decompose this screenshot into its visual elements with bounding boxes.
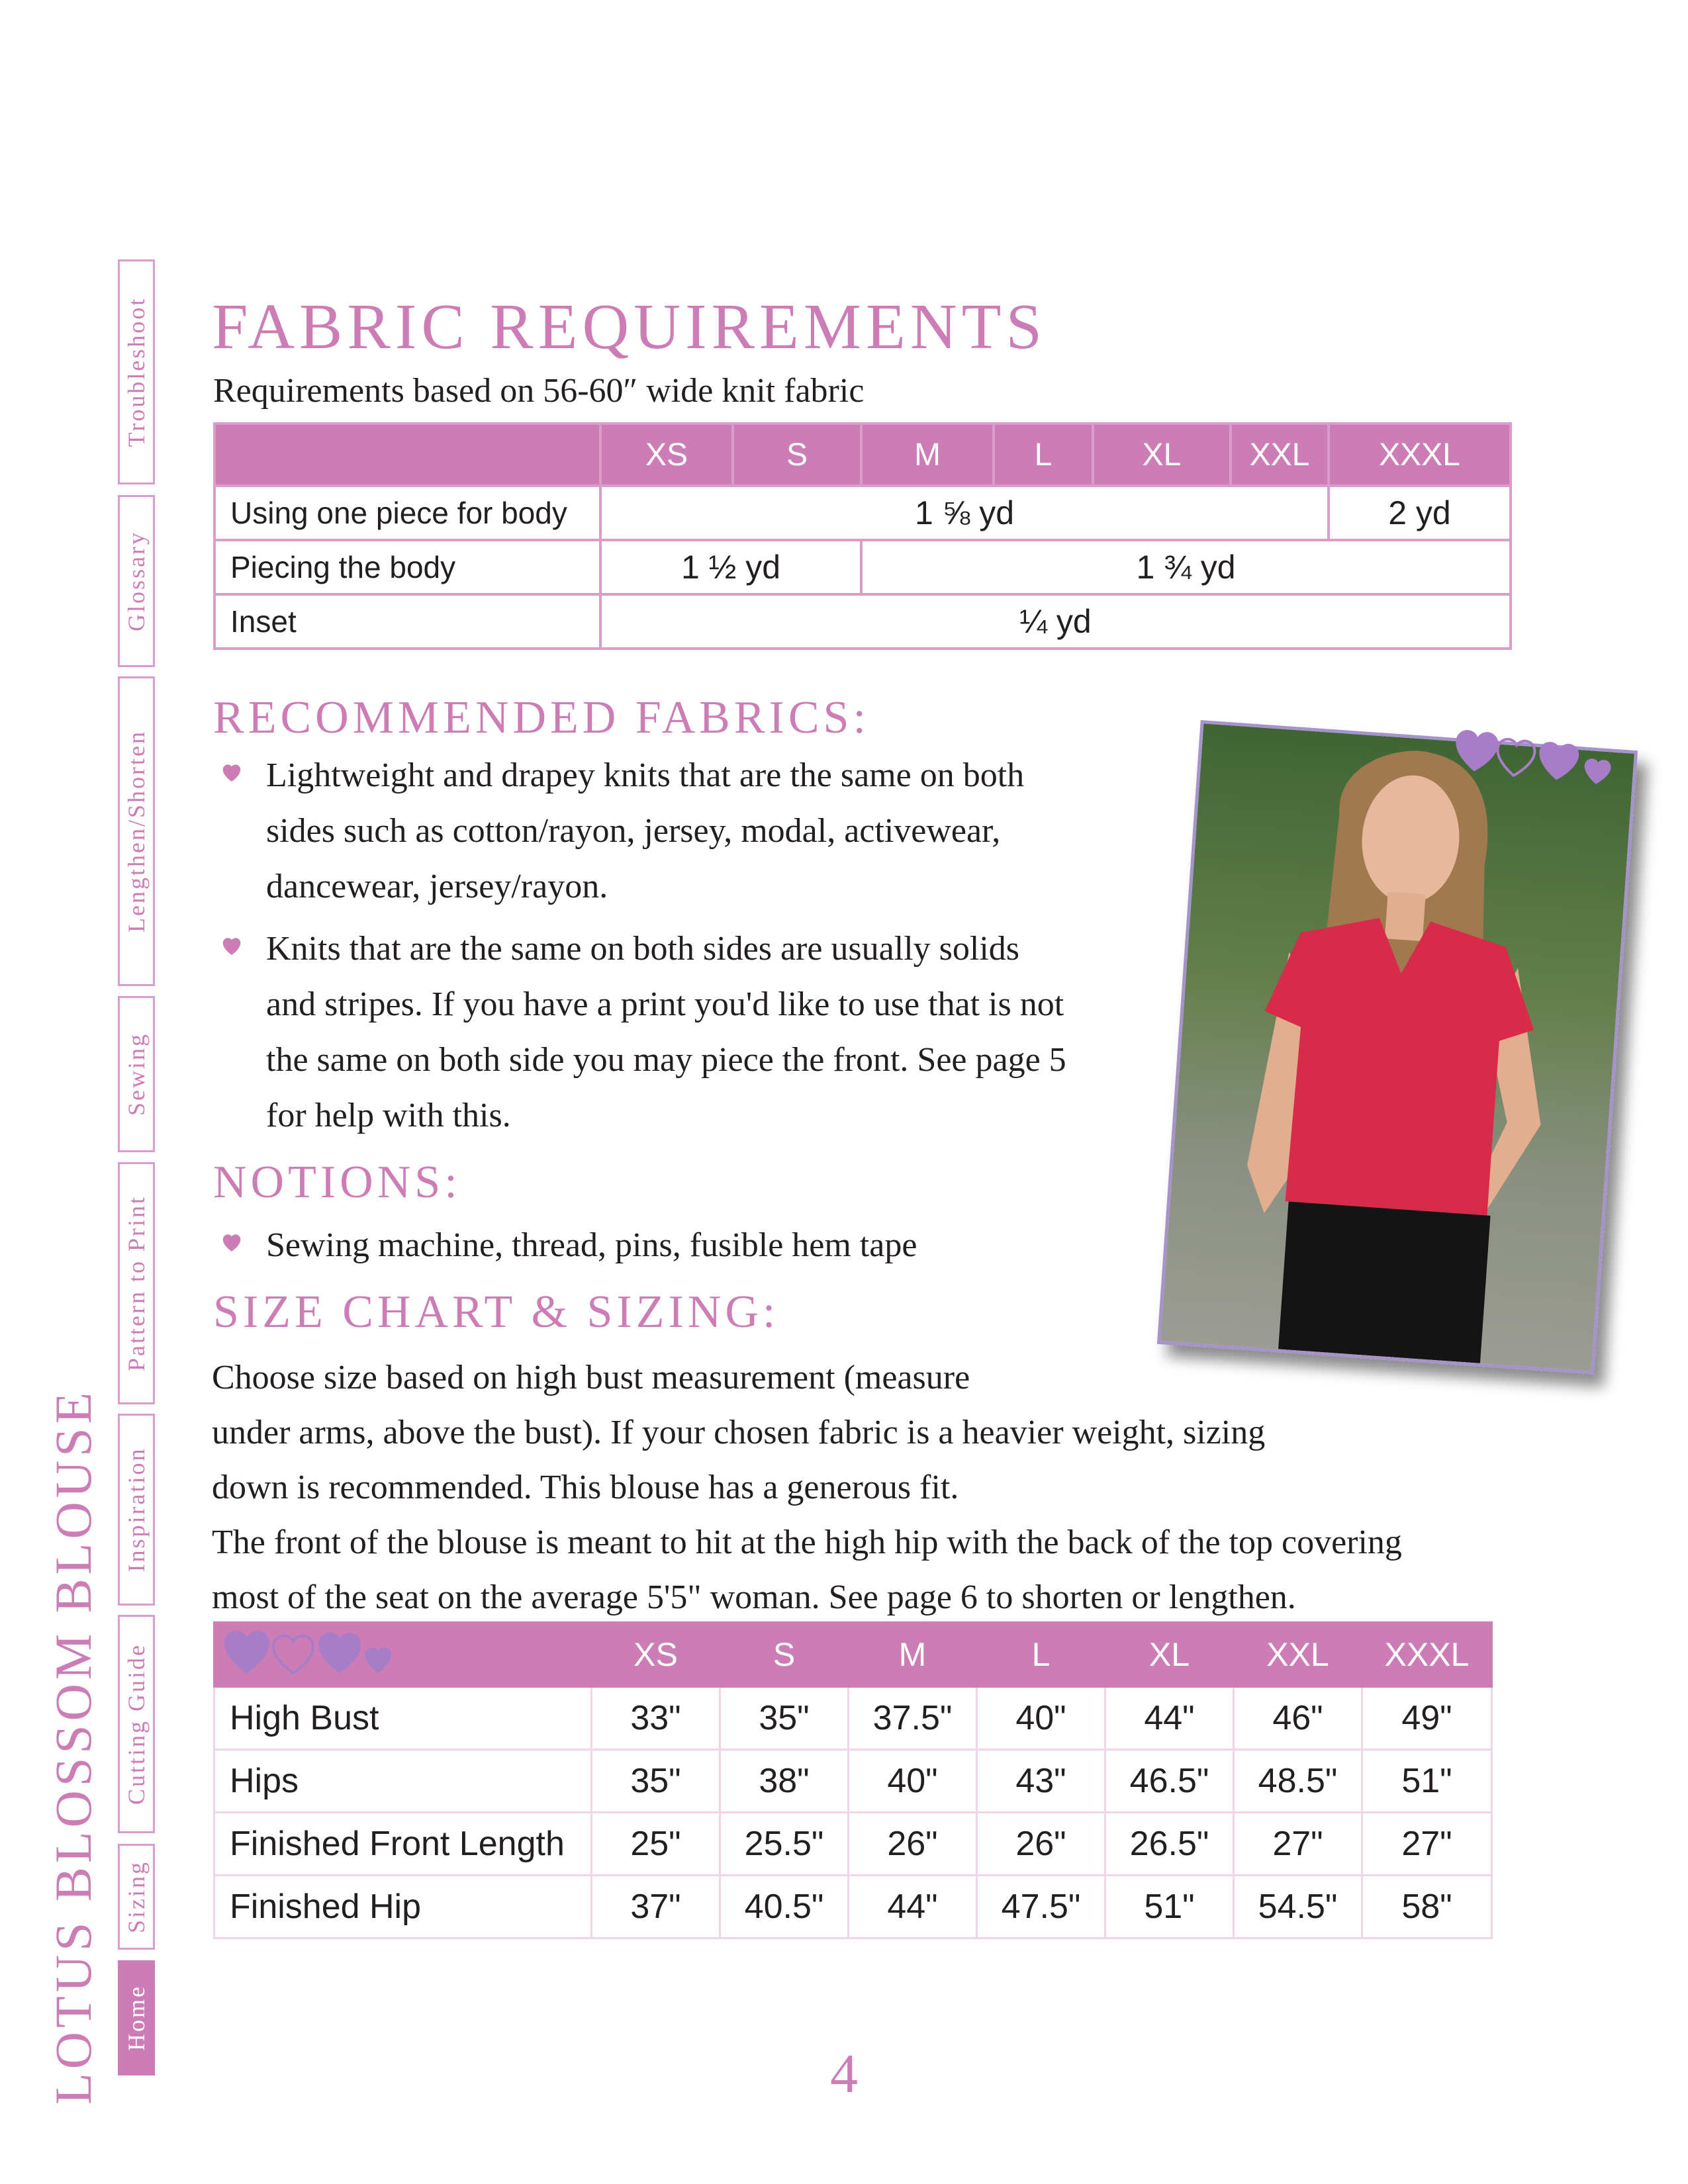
table-row bbox=[214, 540, 1511, 594]
table-row bbox=[214, 486, 1511, 540]
measurement-cell: 51" bbox=[1362, 1750, 1492, 1813]
paragraph-line: The front of the blouse is meant to hit at the high hip with the back of the top covering bbox=[212, 1524, 1402, 1561]
page-number: 4 bbox=[830, 2043, 858, 2105]
heart-bullet-icon bbox=[218, 758, 245, 785]
recommended-heading: RECOMMENDED FABRICS: bbox=[213, 692, 870, 743]
paragraph-line: under arms, above the bust). If your chosen fabric is a heavier weight, sizing bbox=[212, 1414, 1266, 1451]
page-title: FABRIC REQUIREMENTS bbox=[212, 291, 1047, 363]
size-header: XXXL bbox=[1329, 424, 1511, 486]
nav-tab-glossary[interactable] bbox=[118, 495, 155, 667]
bullet-line: the same on both side you may piece the front. See page 5 bbox=[266, 1041, 1066, 1079]
yardage-cell: 1 ¾ yd bbox=[861, 540, 1511, 594]
yardage-cell: ¼ yd bbox=[600, 594, 1511, 649]
row-label: Finished Hip bbox=[214, 1876, 592, 1938]
list-item bbox=[218, 921, 1158, 1144]
yardage-cell: 1 ⅝ yd bbox=[600, 486, 1329, 540]
fabric-subtitle: Requirements based on 56-60″ wide knit fabric bbox=[213, 372, 865, 410]
yardage-cell: 2 yd bbox=[1329, 486, 1511, 540]
measurement-cell: 25.5" bbox=[720, 1813, 849, 1876]
nav-tab-label: Cutting Guide bbox=[123, 1643, 150, 1805]
model-illustration bbox=[1160, 723, 1634, 1371]
measurement-cell: 51" bbox=[1105, 1876, 1234, 1938]
measurement-cell: 44" bbox=[1105, 1687, 1234, 1750]
nav-tab-pattern-to-print[interactable] bbox=[118, 1162, 155, 1404]
measurement-cell: 46" bbox=[1234, 1687, 1362, 1750]
size-header: XXXL bbox=[1362, 1623, 1492, 1687]
bullet-line: Knits that are the same on both sides are usually solids bbox=[266, 930, 1020, 968]
notions-list bbox=[218, 1218, 1158, 1280]
measurement-cell: 38" bbox=[720, 1750, 849, 1813]
brand-title: LOTUS BLOSSOM BLOUSE bbox=[44, 1388, 102, 2105]
bullet-line: and stripes. If you have a print you'd like to use that is not bbox=[266, 985, 1064, 1023]
measurement-cell: 48.5" bbox=[1234, 1750, 1362, 1813]
heart-bullet-icon bbox=[218, 932, 245, 958]
fabric-table-header bbox=[214, 424, 1511, 486]
nav-tab-label: Glossary bbox=[123, 531, 150, 631]
bullet-line: Lightweight and drapey knits that are the same on both bbox=[266, 756, 1025, 794]
row-label: Inset bbox=[214, 594, 600, 649]
bullet-line: for help with this. bbox=[266, 1097, 511, 1134]
table-row bbox=[214, 594, 1511, 649]
size-chart-heading: SIZE CHART & SIZING: bbox=[213, 1287, 780, 1338]
nav-tab-label: Sizing bbox=[123, 1860, 150, 1934]
size-header: XS bbox=[592, 1623, 720, 1687]
row-label: Using one piece for body bbox=[214, 486, 600, 540]
table-row bbox=[214, 1876, 1492, 1938]
row-label: Hips bbox=[214, 1750, 592, 1813]
nav-tab-label: Lengthen/Shorten bbox=[123, 730, 150, 933]
row-label: High Bust bbox=[214, 1687, 592, 1750]
nav-tab-label: Home bbox=[123, 1985, 150, 2051]
nav-tab-label: Sewing bbox=[123, 1032, 150, 1116]
size-header: L bbox=[994, 424, 1093, 486]
sizing-paragraph bbox=[212, 1350, 1402, 1625]
table-row bbox=[214, 1750, 1492, 1813]
paragraph-line: Choose size based on high bust measurement (measure bbox=[212, 1359, 970, 1396]
measurement-cell: 40" bbox=[849, 1750, 977, 1813]
measurement-cell: 43" bbox=[977, 1750, 1105, 1813]
size-header: XXL bbox=[1234, 1623, 1362, 1687]
measurement-cell: 26" bbox=[849, 1813, 977, 1876]
measurement-cell: 54.5" bbox=[1234, 1876, 1362, 1938]
list-item bbox=[218, 748, 1158, 915]
decorative-hearts-icon bbox=[222, 1624, 394, 1677]
measurement-cell: 47.5" bbox=[977, 1876, 1105, 1938]
size-chart-table bbox=[213, 1621, 1493, 1939]
measurement-cell: 37" bbox=[592, 1876, 720, 1938]
measurement-cell: 40.5" bbox=[720, 1876, 849, 1938]
measurement-cell: 46.5" bbox=[1105, 1750, 1234, 1813]
nav-tab-lengthen-shorten[interactable] bbox=[118, 676, 155, 986]
list-item bbox=[218, 1218, 1158, 1273]
size-header: XXL bbox=[1231, 424, 1329, 486]
bullet-line: sides such as cotton/rayon, jersey, modal, activewear, bbox=[266, 812, 1001, 850]
recommended-list bbox=[218, 748, 1158, 1150]
nav-tab-sewing[interactable] bbox=[118, 996, 155, 1152]
size-header: XL bbox=[1093, 424, 1231, 486]
nav-tab-label: Pattern to Print bbox=[123, 1195, 150, 1371]
table-row bbox=[214, 1687, 1492, 1750]
paragraph-line: most of the seat on the average 5'5" woman. See page 6 to shorten or lengthen. bbox=[212, 1578, 1296, 1616]
fabric-requirements-table bbox=[213, 422, 1512, 650]
measurement-cell: 25" bbox=[592, 1813, 720, 1876]
size-header: S bbox=[733, 424, 861, 486]
hearts-cell bbox=[214, 1623, 592, 1687]
measurement-cell: 26" bbox=[977, 1813, 1105, 1876]
notions-heading: NOTIONS: bbox=[213, 1157, 461, 1208]
size-header: S bbox=[720, 1623, 849, 1687]
measurement-cell: 40" bbox=[977, 1687, 1105, 1750]
measurement-cell: 33" bbox=[592, 1687, 720, 1750]
measurement-cell: 37.5" bbox=[849, 1687, 977, 1750]
model-photo bbox=[1157, 720, 1638, 1375]
measurement-cell: 49" bbox=[1362, 1687, 1492, 1750]
size-header: L bbox=[977, 1623, 1105, 1687]
measurement-cell: 44" bbox=[849, 1876, 977, 1938]
nav-tab-inspiration[interactable] bbox=[118, 1414, 155, 1606]
measurement-cell: 27" bbox=[1362, 1813, 1492, 1876]
nav-tab-sizing[interactable] bbox=[118, 1844, 155, 1950]
yardage-cell: 1 ½ yd bbox=[600, 540, 861, 594]
size-header: M bbox=[849, 1623, 977, 1687]
measurement-cell: 26.5" bbox=[1105, 1813, 1234, 1876]
size-chart-header bbox=[214, 1623, 1492, 1687]
nav-tab-label: Troubleshoot bbox=[123, 296, 150, 447]
bullet-line: Sewing machine, thread, pins, fusible hem tape bbox=[266, 1226, 917, 1264]
paragraph-line: down is recommended. This blouse has a generous fit. bbox=[212, 1469, 959, 1506]
heart-bullet-icon bbox=[218, 1228, 245, 1255]
nav-tab-cutting-guide[interactable] bbox=[118, 1615, 155, 1833]
row-label: Piecing the body bbox=[214, 540, 600, 594]
bullet-line: dancewear, jersey/rayon. bbox=[266, 868, 608, 905]
measurement-cell: 27" bbox=[1234, 1813, 1362, 1876]
measurement-cell: 58" bbox=[1362, 1876, 1492, 1938]
nav-tab-troubleshoot[interactable] bbox=[118, 259, 155, 484]
table-row bbox=[214, 1813, 1492, 1876]
measurement-cell: 35" bbox=[720, 1687, 849, 1750]
row-label: Finished Front Length bbox=[214, 1813, 592, 1876]
nav-tab-label: Inspiration bbox=[123, 1447, 150, 1572]
corner-cell bbox=[214, 424, 600, 486]
measurement-cell: 35" bbox=[592, 1750, 720, 1813]
size-header: XS bbox=[600, 424, 733, 486]
size-header: XL bbox=[1105, 1623, 1234, 1687]
size-header: M bbox=[861, 424, 994, 486]
